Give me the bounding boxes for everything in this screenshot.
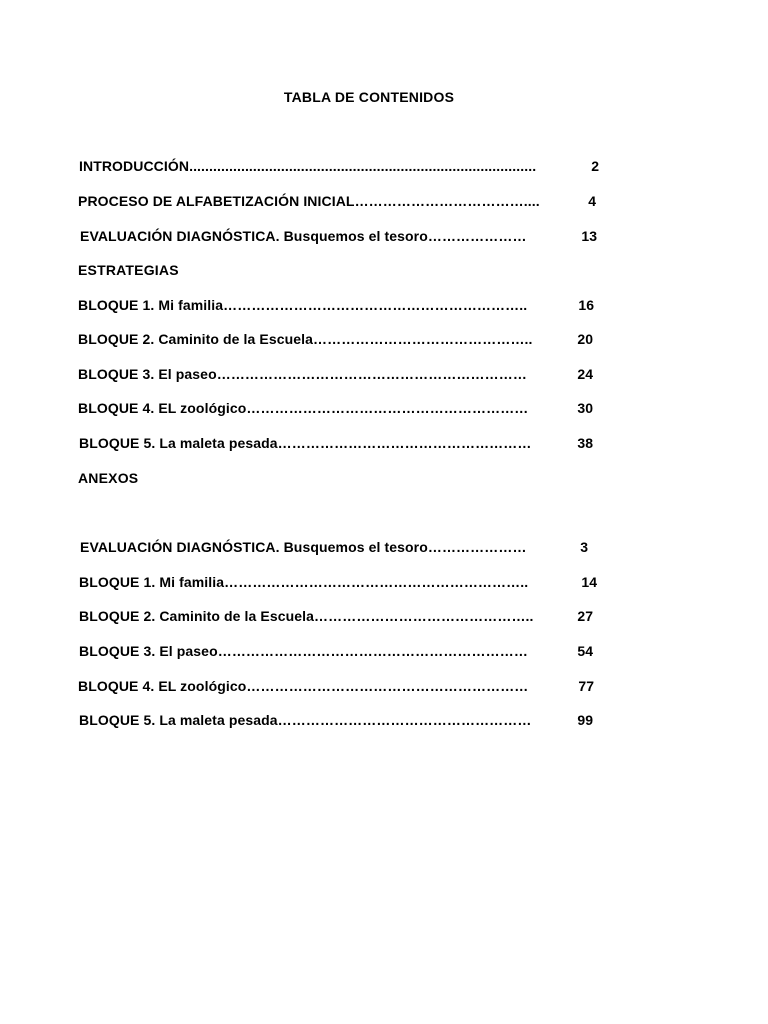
toc-entry-page: 14 <box>581 574 597 590</box>
toc-entry-page: 13 <box>581 228 597 244</box>
toc-entry-text: EVALUACIÓN DIAGNÓSTICA. Busquemos el tesoro………………… <box>80 539 527 555</box>
toc-entry-page: 16 <box>578 297 594 313</box>
toc-entry-text: BLOQUE 2. Caminito de la Escuela……………………………………….. <box>79 608 534 624</box>
toc-entry-text: BLOQUE 5. La maleta pesada……………………………………………… <box>79 435 532 451</box>
section-heading-estrategias: ESTRATEGIAS <box>78 262 179 278</box>
toc-entry-text: BLOQUE 3. El paseo………………………………………………………… <box>79 643 528 659</box>
toc-entry-page: 2 <box>591 158 599 174</box>
toc-entry-text: BLOQUE 5. La maleta pesada……………………………………………… <box>79 712 532 728</box>
toc-entry-page: 3 <box>580 539 588 555</box>
toc-entry-page: 4 <box>588 193 596 209</box>
toc-entry-page: 27 <box>577 608 593 624</box>
toc-entry-page: 77 <box>578 678 594 694</box>
toc-entry-text: BLOQUE 4. EL zoológico…………………………………………………… <box>78 400 529 416</box>
toc-entry-text: INTRODUCCIÓN....................................................................................... <box>79 158 537 174</box>
page-title: TABLA DE CONTENIDOS <box>283 89 455 105</box>
toc-entry-text: BLOQUE 1. Mi familia……………………………………………………….. <box>78 297 528 313</box>
toc-entry-page: 30 <box>577 400 593 416</box>
toc-entry-text: BLOQUE 1. Mi familia……………………………………………………….. <box>79 574 529 590</box>
section-heading-anexos: ANEXOS <box>78 470 139 486</box>
toc-entry-page: 99 <box>577 712 593 728</box>
toc-entry-text: EVALUACIÓN DIAGNÓSTICA. Busquemos el tesoro………………… <box>80 228 527 244</box>
toc-entry-text: PROCESO DE ALFABETIZACIÓN INICIAL……………………………….... <box>78 193 540 209</box>
toc-entry-text: BLOQUE 2. Caminito de la Escuela……………………………………….. <box>78 331 533 347</box>
toc-entry-text: BLOQUE 3. El paseo………………………………………………………… <box>78 366 527 382</box>
toc-entry-text: BLOQUE 4. EL zoológico…………………………………………………… <box>78 678 529 694</box>
toc-entry-page: 24 <box>577 366 593 382</box>
toc-entry-page: 38 <box>577 435 593 451</box>
toc-entry-page: 54 <box>577 643 593 659</box>
toc-entry-page: 20 <box>577 331 593 347</box>
